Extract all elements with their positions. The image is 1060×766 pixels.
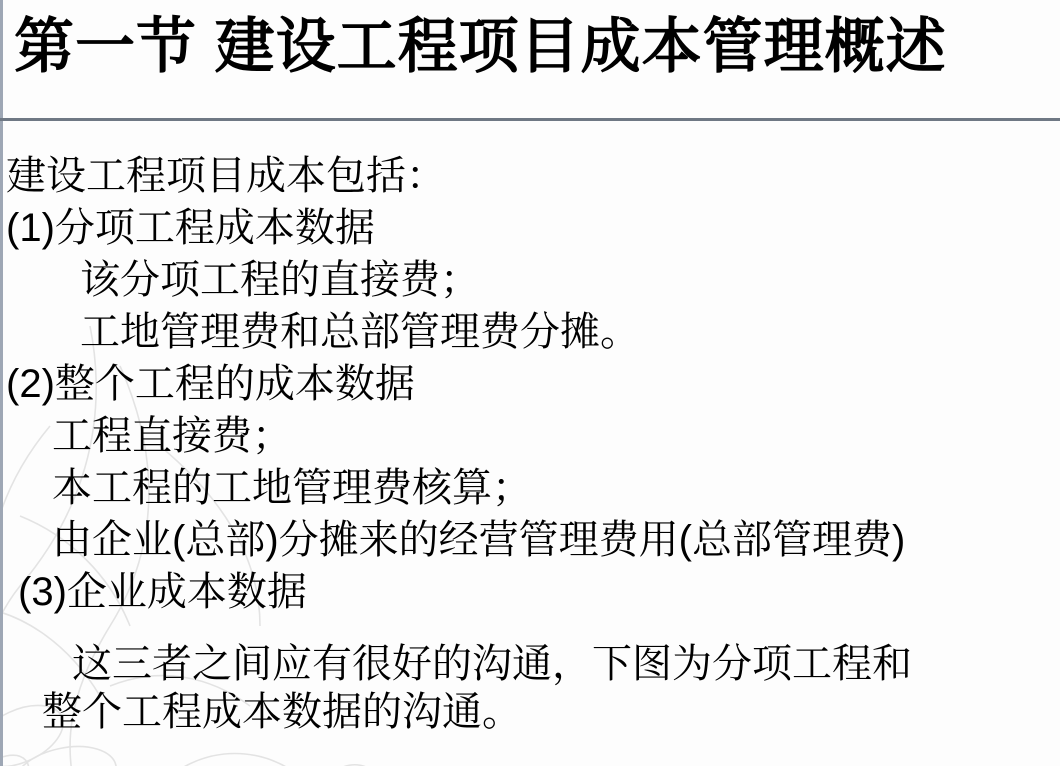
body-line: (2)整个工程的成本数据	[6, 362, 415, 406]
title-divider	[0, 118, 1060, 121]
body-line: 工地管理费和总部管理费分摊。	[80, 310, 640, 354]
closing-line-2: 整个工程成本数据的沟通。	[42, 690, 522, 734]
body-line: 该分项工程的直接费；	[80, 258, 480, 302]
page-title: 第一节 建设工程项目成本管理概述	[14, 13, 947, 80]
body-line: 本工程的工地管理费核算；	[52, 466, 532, 510]
body-line: (1)分项工程成本数据	[6, 206, 375, 250]
slide-closing-block	[0, 640, 1060, 736]
body-line: 工程直接费；	[52, 414, 292, 458]
body-line: (3)企业成本数据	[18, 570, 307, 614]
body-line: 由企业(总部)分摊来的经营管理费用(总部管理费)	[52, 518, 906, 562]
body-line: 建设工程项目成本包括：	[6, 154, 446, 198]
closing-line-1: 这三者之间应有很好的沟通，下图为分项工程和	[72, 642, 912, 686]
slide-body	[0, 150, 1060, 618]
